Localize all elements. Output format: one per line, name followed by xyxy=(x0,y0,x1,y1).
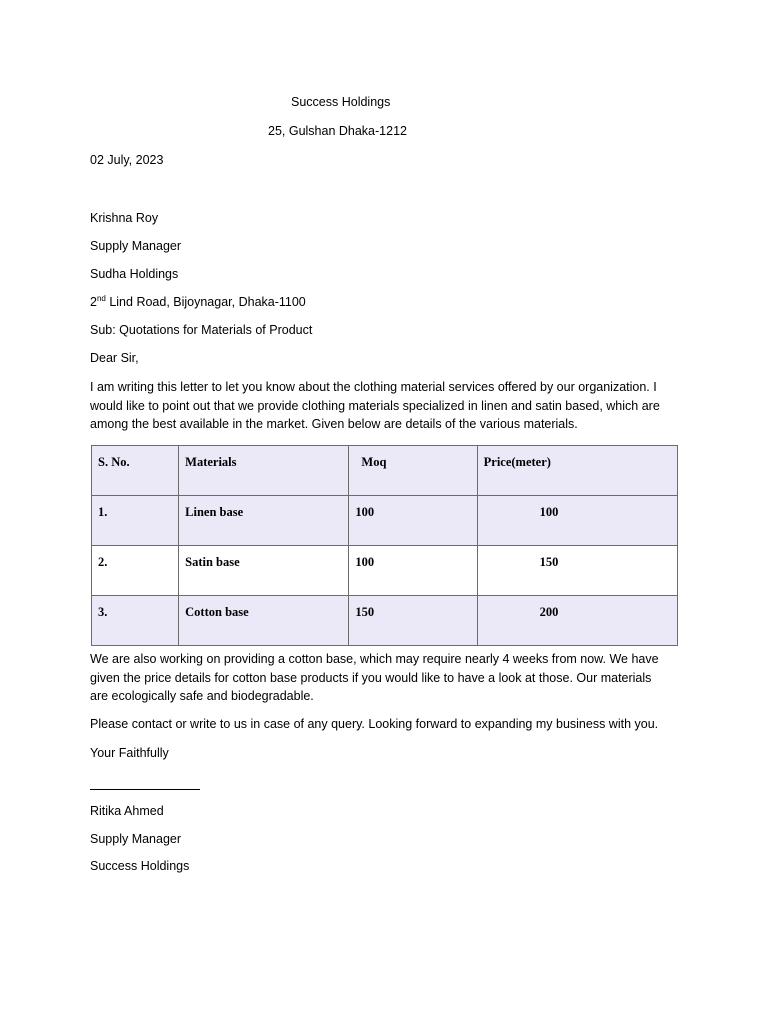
cell-price: 200 xyxy=(477,596,677,646)
recipient-company: Sudha Holdings xyxy=(90,267,179,281)
table-row xyxy=(92,596,678,646)
cell-moq: 150 xyxy=(349,596,477,646)
letter-date: 02 July, 2023 xyxy=(90,153,164,167)
address-ordinal-suffix: nd xyxy=(96,293,106,303)
cell-price: 100 xyxy=(477,496,677,546)
table-header-row xyxy=(92,446,678,496)
header-materials: Materials xyxy=(179,446,349,496)
intro-paragraph xyxy=(90,378,690,434)
body-paragraph xyxy=(90,650,690,706)
address-number: 2 xyxy=(90,295,97,309)
cell-moq: 100 xyxy=(349,496,477,546)
header-sno: S. No. xyxy=(92,446,179,496)
cell-sno: 2. xyxy=(92,546,179,596)
recipient-title: Supply Manager xyxy=(90,239,182,253)
signature-line xyxy=(90,789,200,790)
sender-address: 25, Gulshan Dhaka-1212 xyxy=(268,124,407,138)
signatory-title: Supply Manager xyxy=(90,832,182,846)
subject-line: Sub: Quotations for Materials of Product xyxy=(90,323,313,337)
body-line: given the price details for cotton base products if you would like to have a look at those. Our materials xyxy=(90,670,652,685)
body-line: are ecologically safe and biodegradable. xyxy=(90,689,314,703)
cell-material: Linen base xyxy=(179,496,349,546)
sender-company: Success Holdings xyxy=(291,95,391,109)
cell-material: Cotton base xyxy=(179,596,349,646)
closing-line: Please contact or write to us in case of any query. Looking forward to expanding my business with you. xyxy=(90,717,659,731)
header-moq: Moq xyxy=(349,446,477,496)
recipient-name: Krishna Roy xyxy=(90,211,159,225)
address-street: Lind Road, Bijoynagar, Dhaka-1100 xyxy=(105,295,306,309)
signatory-name: Ritika Ahmed xyxy=(90,804,164,818)
cell-sno: 1. xyxy=(92,496,179,546)
intro-line: I am writing this letter to let you know about the clothing material services offered by our organization. I xyxy=(90,380,657,394)
materials-table xyxy=(91,445,678,646)
header-price: Price(meter) xyxy=(477,446,677,496)
body-line: We are also working on providing a cotton base, which may require nearly 4 weeks from now. We have xyxy=(90,652,659,666)
table-row xyxy=(92,496,678,546)
recipient-address xyxy=(90,294,306,310)
cell-sno: 3. xyxy=(92,596,179,646)
cell-price: 150 xyxy=(477,546,677,596)
intro-line: would like to point out that we provide clothing materials specialized in linen and satin based, which are xyxy=(90,398,660,413)
cell-material: Satin base xyxy=(179,546,349,596)
intro-line: among the best available in the market. Given below are details of the various materials. xyxy=(90,417,578,431)
signoff: Your Faithfully xyxy=(90,746,169,760)
salutation: Dear Sir, xyxy=(90,351,139,365)
signatory-company: Success Holdings xyxy=(90,859,190,873)
table-row xyxy=(92,546,678,596)
cell-moq: 100 xyxy=(349,546,477,596)
